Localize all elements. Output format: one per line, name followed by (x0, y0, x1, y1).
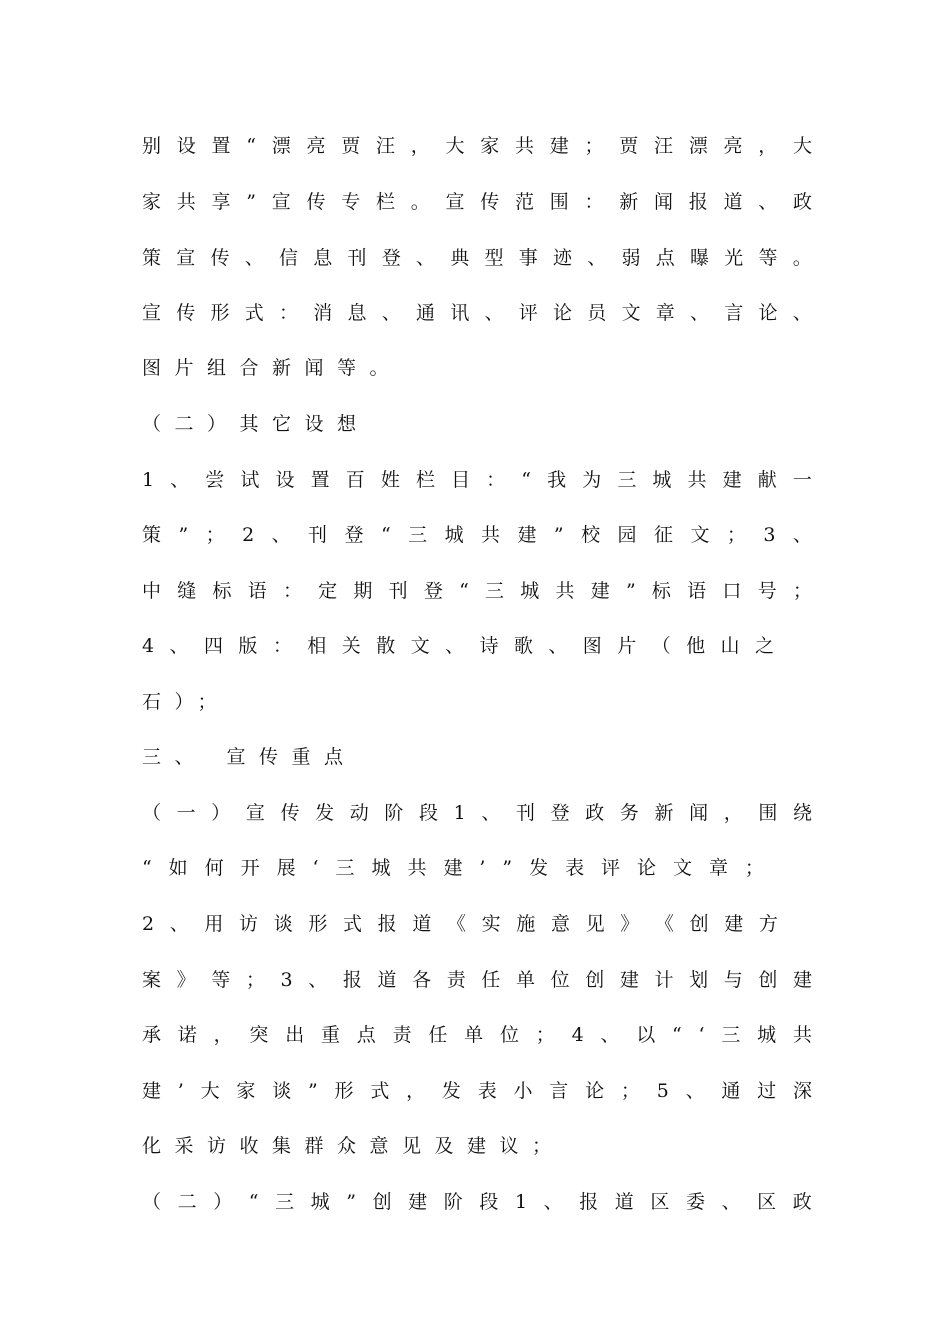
text-line: （ 一 ） 宣 传 发 动 阶 段 1 、 刊 登 政 务 新 闻 ， 围 绕 (142, 802, 812, 824)
text-line: 建 ’ 大 家 谈 ” 形 式 ， 发 表 小 言 论 ； 5 、 通 过 深 (142, 1080, 812, 1102)
text-line: 4 、 四 版 ： 相 关 散 文 、 诗 歌 、 图 片 （ 他 山 之 (142, 635, 774, 657)
text-line: 2 、 用 访 谈 形 式 报 道 《 实 施 意 见 》 《 创 建 方 (142, 913, 778, 935)
text-line: 承 诺 ， 突 出 重 点 责 任 单 位 ； 4 、 以 “ ‘ 三 城 共 (142, 1024, 812, 1046)
section-heading: 三、 宣传重点 (142, 746, 357, 768)
text-line: 策 宣 传 、 信 息 刊 登 、 典 型 事 迹 、 弱 点 曝 光 等 。 (142, 247, 812, 269)
text-line: 策 ” ； 2 、 刊 登 “ 三 城 共 建 ” 校 园 征 文 ； 3 、 (142, 524, 812, 546)
text-line: 1 、 尝 试 设 置 百 姓 栏 目 ： “ 我 为 三 城 共 建 献 一 (142, 469, 812, 491)
text-line: “ 如 何 开 展 ‘ 三 城 共 建 ’ ” 发 表 评 论 文 章 ； (142, 857, 764, 879)
text-line: 宣 传 形 式 ： 消 息 、 通 讯 、 评 论 员 文 章 、 言 论 、 (142, 302, 812, 324)
text-line: 图片组合新闻等。 (142, 357, 403, 379)
section-heading: （二）其它设想 (142, 413, 370, 435)
text-line: 石）； (142, 691, 231, 713)
text-line: 别 设 置 “ 漂 亮 贾 汪 ， 大 家 共 建 ； 贾 汪 漂 亮 ， 大 (142, 135, 812, 157)
text-line: 中 缝 标 语 ： 定 期 刊 登 “ 三 城 共 建 ” 标 语 口 号 ； (142, 580, 812, 602)
text-line: 案 》 等 ； 3 、 报 道 各 责 任 单 位 创 建 计 划 与 创 建 (142, 969, 812, 991)
text-line: 家 共 享 ” 宣 传 专 栏 。 宣 传 范 围 ： 新 闻 报 道 、 政 (142, 191, 812, 213)
text-line: （ 二 ） “ 三 城 ” 创 建 阶 段 1 、 报 道 区 委 、 区 政 (142, 1191, 812, 1213)
text-line: 化采访收集群众意见及建议； (142, 1135, 565, 1157)
